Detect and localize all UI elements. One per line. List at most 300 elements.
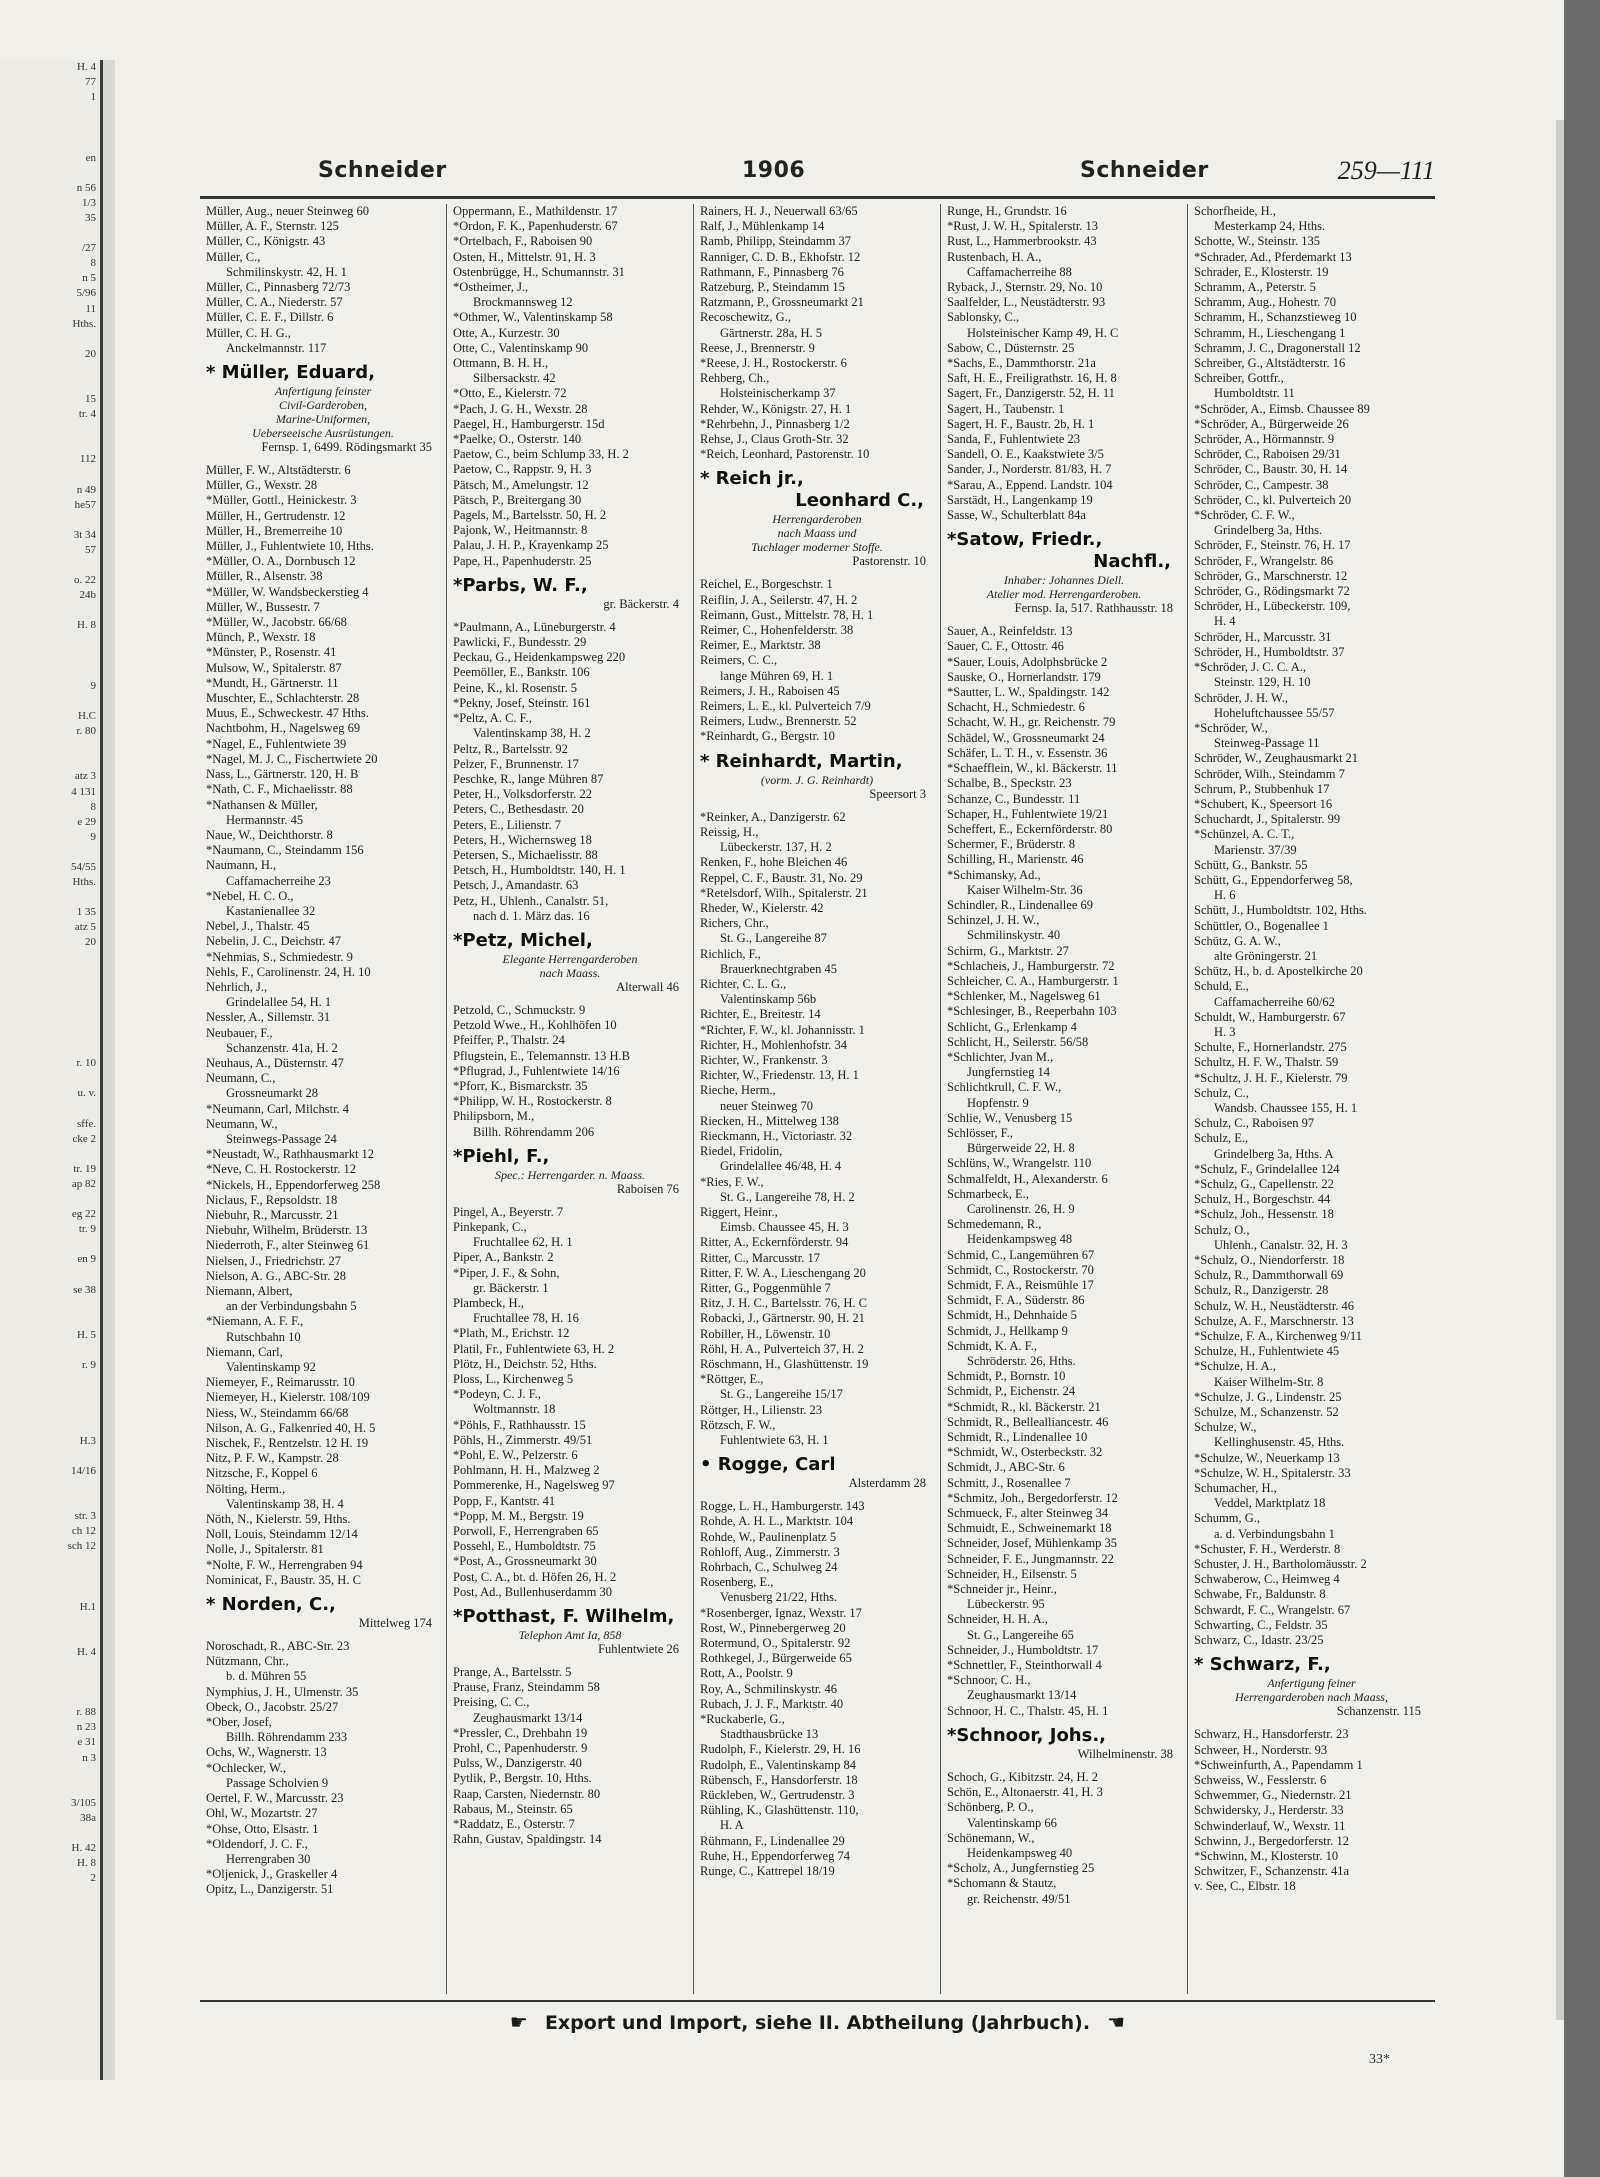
list-item: *Ordon, F. K., Papenhuderstr. 67 (453, 219, 618, 234)
scan-border (1564, 0, 1600, 2177)
list-item: Schwidersky, J., Herderstr. 33 (1194, 1803, 1344, 1818)
fragment-text: sch 12 (67, 1540, 96, 1553)
fragment-text: H. 8 (77, 619, 96, 632)
fragment-text: 8 (90, 257, 96, 270)
list-item: Neuhaus, A., Düsternstr. 47 (206, 1055, 344, 1070)
list-item-continuation: Hopfenstr. 9 (967, 1095, 1029, 1110)
list-item-continuation: Rutschbahn 10 (226, 1329, 301, 1344)
list-item: Petersen, S., Michaelisstr. 88 (453, 847, 598, 862)
list-item: Schramm, H., Schanzstieweg 10 (1194, 310, 1357, 325)
list-item: Pfeiffer, P., Thalstr. 24 (453, 1033, 565, 1048)
list-item: Schulz, R., Danzigerstr. 28 (1194, 1283, 1329, 1298)
list-item: Müller, R., Alsenstr. 38 (206, 569, 323, 584)
list-item: Schütt, J., Humboldtstr. 102, Hths. (1194, 903, 1367, 918)
fragment-text: 112 (79, 453, 96, 466)
directory-column (694, 204, 941, 1994)
list-item: Rohde, W., Paulinenplatz 5 (700, 1529, 837, 1544)
list-item: Noll, Louis, Steindamm 12/14 (206, 1527, 358, 1542)
list-item: Scheffert, E., Eckernförderstr. 80 (947, 821, 1113, 836)
list-item: *Paulmann, A., Lüneburgerstr. 4 (453, 619, 616, 634)
list-item: *Nagel, M. J. C., Fischertwiete 20 (206, 751, 378, 766)
fragment-text (0, 468, 100, 483)
list-item: Müller, Aug., neuer Steinweg 60 (206, 204, 370, 218)
list-item-continuation: Kaiser Wilhelm-Str. 36 (967, 882, 1083, 897)
list-item: *Müller, W. Wandsbeckerstieg 4 (206, 584, 369, 599)
fragment-text (0, 1449, 100, 1464)
fragment-text: he57 (74, 498, 96, 511)
list-item: Schulte, F., Hornerlandstr. 275 (1194, 1040, 1347, 1055)
list-item: Sagert, Fr., Danzigerstr. 52, H. 11 (947, 386, 1115, 401)
list-item: Recoschewitz, G., (700, 310, 791, 325)
list-item: Schrader, E., Klosterstr. 19 (1194, 264, 1329, 279)
list-item: *Schröder, A., Bürgerweide 26 (1194, 416, 1349, 431)
list-item: Müller, J., Fuhlentwiete 10, Hths. (206, 539, 374, 554)
fragment-text (0, 377, 100, 392)
list-item: Porwoll, F., Herrengraben 65 (453, 1524, 599, 1539)
list-item: Sagert, H. F., Baustr. 2b, H. 1 (947, 416, 1095, 431)
list-item-continuation: Uhlenh., Canalstr. 32, H. 3 (1214, 1237, 1348, 1252)
list-item: Richter, W., Frankenstr. 3 (700, 1052, 828, 1067)
list-item: *Otto, E., Kielerstr. 72 (453, 386, 567, 401)
list-item: Schuchardt, J., Spitalerstr. 99 (1194, 812, 1341, 827)
fragment-text: tr. 9 (78, 1223, 96, 1236)
list-item: *Müller, Gottl., Heinickestr. 3 (206, 493, 357, 508)
fragment-text: Hths. (72, 317, 96, 330)
list-item: *Nickels, H., Eppendorferweg 258 (206, 1177, 381, 1192)
fragment-text: r. 88 (76, 1706, 96, 1719)
list-item: Schmidt, F. A., Süderstr. 86 (947, 1293, 1085, 1308)
list-item: Peters, E., Lilienstr. 7 (453, 817, 561, 832)
list-item-continuation: H. A (720, 1818, 744, 1833)
list-item-continuation: Zeughausmarkt 13/14 (967, 1688, 1077, 1703)
advertisement-entry (453, 575, 687, 612)
advertisement-entry (947, 529, 1181, 616)
list-item: Petsch, H., Humboldtstr. 140, H. 1 (453, 863, 626, 878)
list-item: Schröder, C., Raboisen 29/31 (1194, 447, 1341, 462)
list-item: Niederroth, F., alter Steinweg 61 (206, 1238, 370, 1253)
fragment-text (0, 951, 100, 966)
list-item: Osten, H., Mittelstr. 91, H. 3 (453, 249, 596, 264)
list-item: Ochs, W., Wagnerstr. 13 (206, 1745, 327, 1760)
list-item: Müller, C., Pinnasberg 72/73 (206, 280, 351, 295)
fragment-text (0, 1147, 100, 1162)
list-item: Rost, W., Pinnebergerweg 20 (700, 1620, 846, 1635)
ad-description: Anfertigung feinster (274, 384, 372, 399)
fragment-text: str. 3 (74, 1510, 96, 1522)
ad-description: Inhaber: Johannes Diell. (1003, 573, 1125, 588)
list-item-continuation: Valentinskamp 38, H. 4 (226, 1496, 344, 1511)
list-item: Ritter, G., Poggenmühle 7 (700, 1280, 831, 1295)
list-item: Schulz, H., Borgeschstr. 44 (1194, 1192, 1331, 1207)
list-item: *Mundt, H., Gärtnerstr. 11 (206, 675, 339, 690)
adjacent-page-fragment (0, 60, 103, 2080)
list-item: *Oldendorf, J. C. F., (206, 1836, 308, 1851)
list-item: Niemann, Albert, (206, 1284, 293, 1298)
list-item-continuation: Grindelberg 3a, Hths. (1214, 523, 1323, 538)
list-item: Nehrlich, J., (206, 979, 268, 994)
list-item-continuation: Kaiser Wilhelm-Str. 8 (1214, 1374, 1324, 1389)
list-item: *Peltz, A. C. F., (453, 711, 532, 726)
list-item-continuation: St. G., Langereihe 87 (720, 931, 827, 946)
ad-name: * Norden, C., (206, 1594, 336, 1616)
fragment-text: tr. 19 (73, 1162, 96, 1175)
list-item: Schulz, R., Dammthorwall 69 (1194, 1268, 1344, 1283)
list-item: Paetow, C., beim Schlump 33, H. 2 (453, 447, 629, 462)
ad-description: Marine-Uniformen, (275, 412, 371, 427)
list-item: *Plath, M., Erichstr. 12 (453, 1326, 570, 1341)
list-item-continuation: Jungfernstieg 14 (967, 1065, 1050, 1080)
list-item: Ohl, W., Mozartstr. 27 (206, 1806, 318, 1821)
fragment-text: tr. 4 (78, 408, 96, 421)
ad-description: Anfertigung feiner (1267, 1676, 1356, 1691)
list-item: Reimers, C. C., (700, 653, 778, 668)
list-item: Nass, L., Gärtnerstr. 120, H. B (206, 767, 359, 782)
list-item: *Schweinfurth, A., Papendamm 1 (1194, 1757, 1363, 1772)
list-item: *Naumann, C., Steindamm 156 (206, 843, 364, 858)
list-item: Sabow, C., Düsternstr. 25 (947, 340, 1075, 355)
list-item: Schleicher, C. A., Hamburgerstr. 1 (947, 973, 1119, 988)
fragment-text (0, 362, 100, 377)
list-item: Schulz, C., Raboisen 97 (1194, 1116, 1315, 1131)
list-item: *Reese, J. H., Rostockerstr. 6 (700, 356, 847, 371)
list-item-continuation: Veddel, Marktplatz 18 (1214, 1496, 1326, 1511)
list-item-continuation: Valentinskamp 66 (967, 1815, 1057, 1830)
advertisement-entry (206, 1594, 440, 1631)
fragment-text (0, 105, 100, 120)
directory-column (447, 204, 694, 1994)
list-item: Richter, E., Breitestr. 14 (700, 1007, 821, 1022)
list-item: Schäfer, L. T. H., v. Essenstr. 36 (947, 745, 1108, 760)
list-item: *Schröder, C. F. W., (1194, 508, 1295, 523)
fragment-text (0, 1373, 100, 1388)
fragment-text (0, 1237, 100, 1252)
ad-description: nach Maass. (539, 965, 601, 980)
list-item: Rainers, H. J., Neuerwall 63/65 (700, 204, 858, 218)
list-item: Nischek, F., Rentzelstr. 12 H. 19 (206, 1436, 369, 1451)
printer-signature: 33* (1369, 2052, 1390, 2067)
list-item: *Müller, O. A., Dornbusch 12 (206, 554, 356, 569)
list-item: Schneider, J., Humboldtstr. 17 (947, 1642, 1099, 1657)
list-item: *Ries, F. W., (700, 1174, 764, 1189)
fragment-text: /27 (81, 242, 96, 255)
ad-address: Fernsp. 1, 6499. Rödingsmarkt 35 (261, 440, 432, 455)
list-item: Sagert, H., Taubenstr. 1 (947, 401, 1065, 416)
list-item: Pape, H., Papenhuderstr. 25 (453, 553, 592, 568)
list-item: Nitz, P. F. W., Kampstr. 28 (206, 1451, 339, 1466)
ad-name: • Rogge, Carl (700, 1454, 836, 1476)
fragment-text (0, 890, 100, 905)
list-item: Müller, W., Bussestr. 7 (206, 599, 320, 614)
fragment-text: H. 42 (71, 1842, 96, 1855)
advertisement-entry (947, 1725, 1181, 1762)
list-item: Petzold, C., Schmuckstr. 9 (453, 1002, 586, 1017)
fragment-text (0, 966, 100, 981)
list-item: Schlicht, G., Erlenkamp 4 (947, 1019, 1077, 1034)
list-item: Schröder, A., Hörmannstr. 9 (1194, 432, 1335, 447)
list-item: Niebuhr, Wilhelm, Brüderstr. 13 (206, 1223, 368, 1238)
fragment-text (0, 166, 100, 181)
list-item: Rudolph, E., Valentinskamp 84 (700, 1757, 857, 1772)
list-item: Schütz, H., b. d. Apostelkirche 20 (1194, 964, 1363, 979)
advertisement-entry (453, 1606, 687, 1657)
list-item: Pulss, W., Danzigerstr. 40 (453, 1756, 582, 1771)
ad-description: (vorm. J. G. Reinhardt) (760, 772, 874, 787)
list-item: Münch, P., Wexstr. 18 (206, 630, 316, 645)
fragment-text: 4 131 (71, 785, 96, 798)
advertisement-entry (700, 468, 934, 569)
list-item: Schirm, G., Marktstr. 27 (947, 943, 1069, 958)
footer-text: Export und Import, siehe II. Abtheilung (Jahrbuch). (544, 2012, 1091, 2034)
list-item-continuation: Fruchtallee 62, H. 1 (473, 1235, 573, 1250)
list-item-continuation: neuer Steinweg 70 (720, 1098, 814, 1113)
list-item: Schwaberow, C., Heimweg 4 (1194, 1572, 1340, 1587)
list-item-continuation: Anckelmannstr. 117 (226, 340, 327, 355)
list-item: *Sarau, A., Eppend. Landstr. 104 (947, 477, 1113, 492)
list-item: Reimers, Ludw., Brennerstr. 52 (700, 714, 857, 729)
list-item: Schulze, M., Schanzenstr. 52 (1194, 1405, 1339, 1420)
fragment-text (0, 1569, 100, 1584)
fragment-text: atz 3 (74, 770, 96, 783)
ad-name: *Parbs, W. F., (453, 574, 588, 596)
fragment-text: H.C (77, 710, 96, 723)
fragment-text (0, 1494, 100, 1509)
list-item: Nöth, N., Kielerstr. 59, Hths. (206, 1512, 351, 1527)
list-item-continuation: H. 4 (1214, 614, 1236, 629)
list-item: Peters, C., Bethesdastr. 20 (453, 802, 584, 817)
list-item: Post, Ad., Bullenhuserdamm 30 (453, 1584, 613, 1599)
list-item: *Reinhardt, G., Bergstr. 10 (700, 729, 835, 744)
list-item: Müller, C. A., Niederstr. 57 (206, 295, 343, 310)
list-item: Oppermann, E., Mathildenstr. 17 (453, 204, 618, 218)
list-item: Petzold Wwe., H., Kohlhöfen 10 (453, 1018, 617, 1033)
list-item: Schramm, A., Peterstr. 5 (1194, 280, 1316, 295)
list-item: *Schubert, K., Speersort 16 (1194, 796, 1333, 811)
list-item: Schmalfeldt, H., Alexanderstr. 6 (947, 1171, 1108, 1186)
fragment-text: 15 (85, 393, 96, 406)
list-item: Nymphius, J. H., Ulmenstr. 35 (206, 1684, 359, 1699)
fragment-text (0, 1026, 100, 1041)
list-item-continuation: Schmilinskystr. 40 (967, 928, 1061, 943)
list-item: *Richter, F. W., kl. Johannisstr. 1 (700, 1022, 865, 1037)
list-item: Schütt, G., Bankstr. 55 (1194, 857, 1308, 872)
list-item: Rohloff, Aug., Zimmerstr. 3 (700, 1544, 840, 1559)
list-item: Müller, C. E. F., Dillstr. 6 (206, 310, 334, 325)
fragment-text (0, 226, 100, 241)
list-item: Nachtbohm, H., Nagelsweg 69 (206, 721, 361, 736)
list-item: Rübensch, F., Hansdorferstr. 18 (700, 1772, 858, 1787)
list-item: *Schulze, J. G., Lindenstr. 25 (1194, 1389, 1342, 1404)
fragment-text: H. 5 (77, 1328, 96, 1341)
list-item: *Schröder, A., Eimsb. Chaussee 89 (1194, 401, 1370, 416)
advertisement-entry (700, 751, 934, 802)
page-edge (1556, 120, 1564, 2020)
list-item-continuation: alte Gröningerstr. 21 (1214, 948, 1318, 963)
list-item: *Schulz, Joh., Hessenstr. 18 (1194, 1207, 1334, 1222)
list-item-continuation: Schröderstr. 26, Hths. (967, 1354, 1076, 1369)
ad-address: Alsterdamm 28 (848, 1476, 926, 1491)
list-item: Schmidt, R., Bellealliancestr. 46 (947, 1414, 1109, 1429)
list-item: Rosenberg, E., (700, 1575, 774, 1590)
fragment-text (0, 694, 100, 709)
directory-column (200, 204, 447, 1994)
list-item-continuation: Schanzenstr. 41a, H. 2 (226, 1040, 338, 1055)
fragment-text (0, 845, 100, 860)
list-item: *Röttger, E., (700, 1372, 764, 1387)
list-item-continuation: St. G., Langereihe 15/17 (720, 1387, 843, 1402)
book-gutter (103, 60, 115, 2080)
list-item: Nolle, J., Spitalerstr. 81 (206, 1542, 324, 1557)
list-item: Schulze, W., (1194, 1420, 1257, 1435)
list-item-continuation: H. 3 (1214, 1024, 1236, 1039)
fragment-text: 1 (90, 91, 96, 104)
list-item: Nebel, J., Thalstr. 45 (206, 919, 310, 934)
list-item: Neumann, C., (206, 1071, 276, 1086)
list-item: Schröder, Wilh., Steindamm 7 (1194, 766, 1345, 781)
list-item-continuation: St. G., Langereihe 78, H. 2 (720, 1189, 855, 1204)
list-item: Rabaus, M., Steinstr. 65 (453, 1801, 573, 1816)
list-item: Schmidt, C., Rostockerstr. 70 (947, 1262, 1094, 1277)
fragment-text (0, 981, 100, 996)
list-item: Sauske, O., Hornerlandstr. 179 (947, 669, 1101, 684)
list-item: *Schomann & Stautz, (947, 1876, 1057, 1891)
header-rule (200, 196, 1435, 199)
list-item: Schütz, G. A. W., (1194, 933, 1281, 948)
list-item: Schröder, C., Baustr. 30, H. 14 (1194, 462, 1348, 477)
list-item: Schwarz, H., Hansdorferstr. 23 (1194, 1727, 1349, 1742)
list-item: *Scholz, A., Jungfernstieg 25 (947, 1861, 1095, 1876)
list-item: *Schmidt, W., Osterbeckstr. 32 (947, 1445, 1103, 1460)
list-item: Richers, Chr., (700, 916, 769, 931)
list-item: Philipsborn, M., (453, 1109, 535, 1124)
list-item: v. See, C., Elbstr. 18 (1194, 1879, 1296, 1894)
list-item: Sauer, A., Reinfeldstr. 13 (947, 624, 1073, 639)
list-item: *Philipp, W. H., Rostockerstr. 8 (453, 1094, 612, 1109)
list-item-continuation: Passage Scholvien 9 (226, 1775, 329, 1790)
fragment-text: o. 22 (74, 574, 96, 587)
fragment-text: H.3 (79, 1434, 96, 1447)
list-item: Popp, F., Kantstr. 41 (453, 1493, 556, 1508)
fragment-text (0, 1011, 100, 1026)
list-item-continuation: Woltmannstr. 18 (473, 1402, 556, 1417)
list-item: Reissig, H., (700, 824, 759, 839)
list-item: Prange, A., Bartelsstr. 5 (453, 1665, 572, 1680)
list-item: Sander, J., Norderstr. 81/83, H. 7 (947, 462, 1112, 477)
fragment-text (0, 739, 100, 754)
list-item-continuation: Zeughausmarkt 13/14 (473, 1710, 583, 1725)
list-item: Pagels, M., Bartelsstr. 50, H. 2 (453, 508, 607, 523)
list-item: Schwemmer, G., Niedernstr. 21 (1194, 1788, 1352, 1803)
advertisement-entry (1194, 1654, 1429, 1719)
list-item: *Rust, J. W. H., Spitalerstr. 13 (947, 219, 1099, 234)
list-item: Schmidt, P., Eichenstr. 24 (947, 1384, 1076, 1399)
ad-address: Fernsp. Ia, 517. Rathhausstr. 18 (1014, 601, 1173, 616)
fragment-text (0, 513, 100, 528)
list-item: *Schmidt, R., kl. Bäckerstr. 21 (947, 1399, 1101, 1414)
list-item: Schindler, R., Lindenallee 69 (947, 897, 1093, 912)
list-item: *Schröder, W., (1194, 720, 1268, 735)
fragment-text (0, 1298, 100, 1313)
list-item: Richter, C. L. G., (700, 976, 787, 991)
list-item: *Müller, W., Jacobstr. 66/68 (206, 615, 347, 630)
list-item: Pommerenke, H., Nagelsweg 97 (453, 1478, 615, 1493)
list-item-continuation: Caffamacherreihe 60/62 (1214, 994, 1335, 1009)
list-item-continuation: Marienstr. 37/39 (1214, 842, 1297, 857)
list-item: Muus, E., Schweckestr. 47 Hths. (206, 706, 369, 721)
list-item: *Ober, Josef, (206, 1715, 272, 1730)
list-item: Müller, C., Königstr. 43 (206, 234, 326, 249)
list-item: Pawlicki, F., Bundesstr. 29 (453, 635, 587, 650)
fragment-text: 24b (79, 589, 96, 602)
list-item-continuation: Schmilinskystr. 42, H. 1 (226, 264, 347, 279)
list-item: Plambeck, H., (453, 1295, 524, 1310)
fragment-text (0, 1615, 100, 1630)
list-item-continuation: Billh. Röhrendamm 233 (226, 1730, 348, 1745)
fragment-text (0, 754, 100, 769)
ad-address: Mittelweg 174 (358, 1616, 432, 1631)
list-item-continuation: Brauerknechtgraben 45 (720, 961, 837, 976)
list-item: Obeck, O., Jacobstr. 25/27 (206, 1699, 339, 1714)
list-item: Preising, C. C., (453, 1695, 530, 1710)
list-item-continuation: Hermannstr. 45 (226, 812, 304, 827)
list-item: Oertel, F. W., Marcusstr. 23 (206, 1791, 344, 1806)
ad-address: Schanzenstr. 115 (1336, 1704, 1421, 1719)
advertisement-entry (206, 362, 440, 455)
list-item-continuation: Caffamacherreihe 88 (967, 264, 1072, 279)
fragment-text (0, 1584, 100, 1599)
list-item: Post, C. A., bt. d. Höfen 26, H. 2 (453, 1569, 617, 1584)
fragment-text: 11 (85, 302, 96, 315)
list-item: *Schmitz, Joh., Bergedorferstr. 12 (947, 1490, 1118, 1505)
list-item: Rühling, K., Glashüttenstr. 110, (700, 1803, 859, 1818)
list-item: Rustenbach, H. A., (947, 249, 1042, 264)
list-item: *Schulze, H. A., (1194, 1359, 1276, 1374)
ad-address: Wilhelminenstr. 38 (1077, 1746, 1173, 1761)
list-item: *Schaefflein, W., kl. Bäckerstr. 11 (947, 761, 1118, 776)
list-item: Schermer, F., Brüderstr. 8 (947, 837, 1075, 852)
fragment-text (0, 437, 100, 452)
list-item: Nebelin, J. C., Deichstr. 47 (206, 934, 342, 949)
ad-address: gr. Bäckerstr. 4 (603, 596, 679, 611)
list-item: Muschter, E., Schlachterstr. 28 (206, 691, 360, 706)
list-item: Palau, J. H. P., Krayenkamp 25 (453, 538, 609, 553)
fragment-text (0, 1418, 100, 1433)
fragment-text: en 9 (77, 1253, 96, 1266)
list-item: Röschmann, H., Glashüttenstr. 19 (700, 1357, 869, 1371)
fragment-text: r. 9 (81, 1359, 96, 1372)
list-item-continuation: Grossneumarkt 28 (226, 1086, 318, 1101)
ad-description: Tuchlager moderner Stoffe. (751, 540, 883, 555)
list-item: Schlösser, F., (947, 1125, 1013, 1140)
list-item-continuation: a. d. Verbindungsbahn 1 (1214, 1526, 1335, 1541)
list-item: Schmueck, F., alter Steinweg 34 (947, 1506, 1109, 1521)
list-item: Schoch, G., Kibitzstr. 24, H. 2 (947, 1769, 1099, 1784)
list-item: Rückleben, W., Gertrudenstr. 3 (700, 1788, 855, 1803)
list-item: Schorfheide, H., (1194, 204, 1276, 218)
list-item: Ruhe, H., Eppendorferweg 74 (700, 1848, 850, 1863)
fragment-text (0, 1766, 100, 1781)
list-item: Schmedemann, R., (947, 1217, 1042, 1232)
list-item: Ottmann, B. H. H., (453, 356, 549, 371)
list-item: Niebuhr, R., Marcusstr. 21 (206, 1207, 339, 1222)
list-item: *Schulze, W., Neuerkamp 13 (1194, 1450, 1340, 1465)
ad-description: Spec.: Herrengarder. n. Maass. (494, 1167, 646, 1182)
list-item: Ritter, C., Marcusstr. 17 (700, 1250, 820, 1265)
fragment-text (0, 1343, 100, 1358)
fragment-text: 5/96 (76, 287, 96, 300)
list-item: Niemann, Carl, (206, 1344, 283, 1359)
list-item: *Pforr, K., Bismarckstr. 35 (453, 1078, 588, 1093)
advertisement-entry (453, 930, 687, 995)
